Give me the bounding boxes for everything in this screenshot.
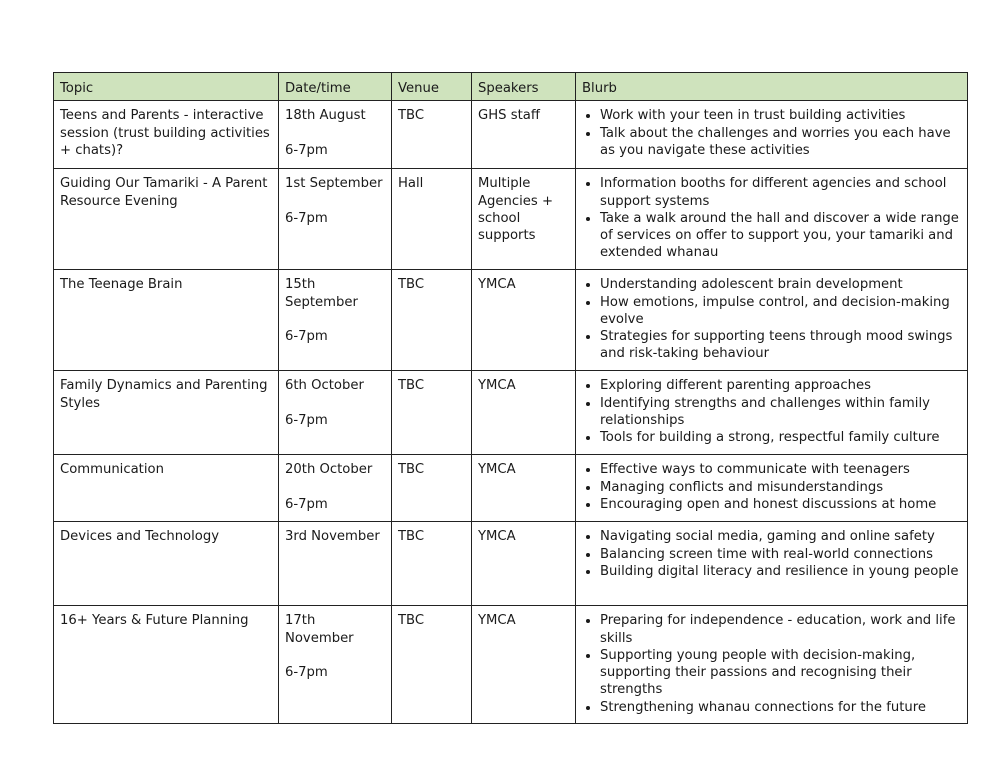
events-table [53, 72, 968, 724]
blurb-item: • Preparing for independence - education, work and life skills [600, 612, 961, 647]
topic-cell: The Teenage Brain [54, 270, 279, 371]
blurb-item: • Information booths for different agencies and school support systems [600, 175, 961, 210]
table-row [54, 371, 968, 455]
date-time-cell [279, 101, 392, 169]
blurb-item: • Effective ways to communicate with teenagers [600, 461, 961, 478]
speakers-cell: YMCA [472, 522, 576, 606]
speakers-cell: YMCA [472, 455, 576, 522]
blurb-list [582, 107, 961, 159]
table-row [54, 169, 968, 270]
table-row [54, 522, 968, 606]
blurb-cell [576, 606, 968, 724]
blurb-cell [576, 371, 968, 455]
event-date: 1st September [285, 176, 383, 192]
event-time: 6-7pm [285, 412, 328, 428]
blurb-item: • Work with your teen in trust building activities [600, 107, 961, 124]
spacer [285, 479, 385, 496]
spacer [285, 125, 385, 142]
blurb-list [582, 276, 961, 362]
event-time: 6-7pm [285, 664, 328, 680]
speakers-cell: YMCA [472, 606, 576, 724]
blurb-item: • How emotions, impulse control, and decision-making evolve [600, 294, 961, 329]
blurb-cell [576, 101, 968, 169]
spacer [285, 311, 385, 328]
blurb-item: • Take a walk around the hall and discover a wide range of services on offer to support you, your tamariki and extended whanau [600, 210, 961, 262]
venue-cell: TBC [392, 522, 472, 606]
event-date: 18th August [285, 108, 366, 124]
blurb-cell [576, 169, 968, 270]
blurb-cell [576, 522, 968, 606]
venue-cell: Hall [392, 169, 472, 270]
header-speakers: Speakers [472, 73, 576, 101]
blurb-list [582, 528, 961, 580]
spacer [285, 395, 385, 412]
blurb-list [582, 612, 961, 716]
topic-cell: Guiding Our Tamariki - A Parent Resource Evening [54, 169, 279, 270]
venue-cell: TBC [392, 455, 472, 522]
table-row [54, 606, 968, 724]
blurb-list [582, 175, 961, 261]
speakers-cell: Multiple Agencies + school supports [472, 169, 576, 270]
blurb-list [582, 377, 961, 446]
speakers-cell: YMCA [472, 270, 576, 371]
blurb-item: • Encouraging open and honest discussions at home [600, 496, 961, 513]
blurb-item: • Strategies for supporting teens through mood swings and risk-taking behaviour [600, 328, 961, 363]
spacer [285, 647, 385, 664]
header-date-time: Date/time [279, 73, 392, 101]
blurb-item: • Tools for building a strong, respectful family culture [600, 429, 961, 446]
date-time-cell [279, 522, 392, 606]
blurb-item: • Supporting young people with decision-making, supporting their passions and recognising their strengths [600, 647, 961, 699]
date-time-cell [279, 455, 392, 522]
topic-cell: Devices and Technology [54, 522, 279, 606]
table-header-row [54, 73, 968, 101]
topic-cell: 16+ Years & Future Planning [54, 606, 279, 724]
date-time-cell [279, 270, 392, 371]
header-blurb: Blurb [576, 73, 968, 101]
venue-cell: TBC [392, 101, 472, 169]
topic-cell: Teens and Parents - interactive session (trust building activities + chats)? [54, 101, 279, 169]
header-topic: Topic [54, 73, 279, 101]
date-time-cell [279, 371, 392, 455]
event-time: 6-7pm [285, 210, 328, 226]
blurb-list [582, 461, 961, 513]
blurb-item: • Identifying strengths and challenges within family relationships [600, 395, 961, 430]
venue-cell: TBC [392, 371, 472, 455]
event-time: 6-7pm [285, 142, 328, 158]
speakers-cell: YMCA [472, 371, 576, 455]
blurb-item: • Understanding adolescent brain development [600, 276, 961, 293]
event-date: 20th October [285, 462, 373, 478]
topic-cell: Family Dynamics and Parenting Styles [54, 371, 279, 455]
speakers-cell: GHS staff [472, 101, 576, 169]
event-date: 15th September [285, 277, 358, 310]
spacer [285, 193, 385, 210]
table-row [54, 455, 968, 522]
blurb-cell [576, 455, 968, 522]
event-date: 6th October [285, 378, 364, 394]
table-row [54, 270, 968, 371]
blurb-item: • Talk about the challenges and worries you each have as you navigate these activities [600, 125, 961, 160]
topic-cell: Communication [54, 455, 279, 522]
event-time: 6-7pm [285, 496, 328, 512]
blurb-item: • Navigating social media, gaming and online safety [600, 528, 961, 545]
blurb-item: • Strengthening whanau connections for the future [600, 699, 961, 716]
blurb-cell [576, 270, 968, 371]
event-time: 6-7pm [285, 328, 328, 344]
blurb-item: • Managing conflicts and misunderstandings [600, 479, 961, 496]
blurb-item: • Balancing screen time with real-world connections [600, 546, 961, 563]
blurb-item: • Exploring different parenting approaches [600, 377, 961, 394]
venue-cell: TBC [392, 270, 472, 371]
blurb-item: • Building digital literacy and resilience in young people [600, 563, 961, 580]
table-row [54, 101, 968, 169]
date-time-cell [279, 606, 392, 724]
event-date: 3rd November [285, 529, 380, 545]
event-date: 17th November [285, 613, 354, 646]
date-time-cell [279, 169, 392, 270]
header-venue: Venue [392, 73, 472, 101]
venue-cell: TBC [392, 606, 472, 724]
